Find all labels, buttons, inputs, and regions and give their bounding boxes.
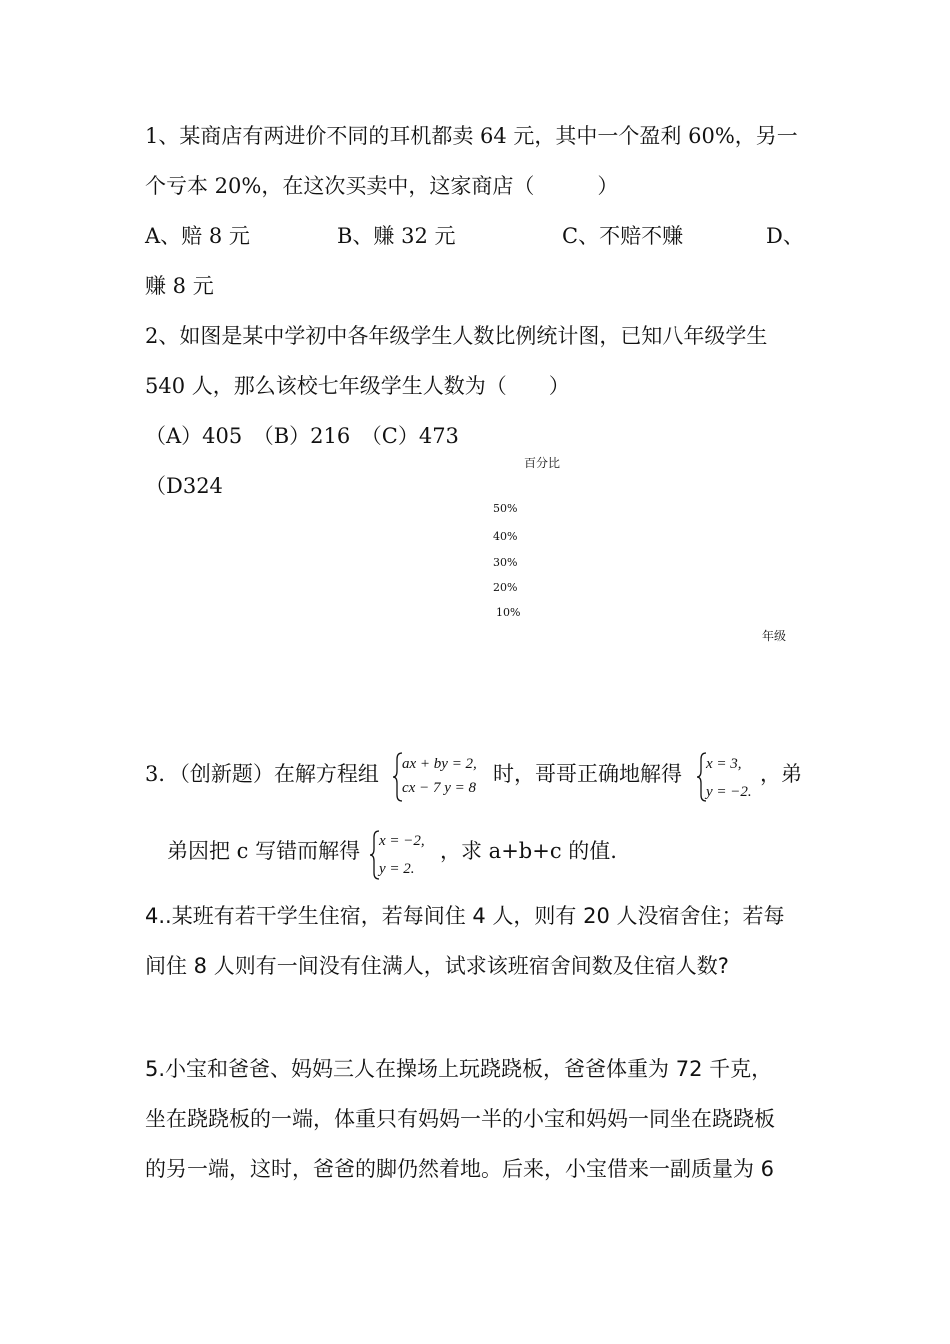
system-1-row-1: ax + by = 2, [402,756,477,772]
q5-line-1: 5.小宝和爸爸、妈妈三人在操场上玩跷跷板，爸爸体重为 72 千克， [145,1057,773,1081]
system-3-row-2: y = 2. [379,861,415,877]
q2-line-1: 2、如图是某中学初中各年级学生人数比例统计图，已知八年级学生 [145,324,768,348]
chart-ylabel: 百分比 [524,456,561,470]
chart-xlabel: 年级 [762,629,787,643]
q3-tail: ，弟 [760,762,802,786]
chart-ytick: 20% [493,581,518,594]
q1-option-d-tail: 赚 8 元 [145,274,214,298]
chart-ytick: 40% [493,530,518,543]
chart-ytick: 30% [493,556,518,569]
q1-option-a: A、赔 8 元 [145,224,250,248]
q2-option-d: （D324 [145,474,223,498]
q3-line-2-prefix: 弟因把 c 写错而解得 [167,839,361,863]
system-2-row-2: y = −2. [706,784,752,800]
system-1-row-2: cx − 7 y = 8 [402,780,476,796]
system-3-row-1: x = −2, [379,833,425,849]
q1-option-b: B、赚 32 元 [337,224,456,248]
q1-option-d-head: D、 [766,224,804,248]
q5-line-3: 的另一端，这时，爸爸的脚仍然着地。后来，小宝借来一副质量为 6 [145,1157,775,1181]
q2-line-2: 540 人，那么该校七年级学生人数为（ ） [145,374,570,398]
q3-line-2-tail: ，求 a+b+c 的值. [440,839,617,863]
chart-ytick: 10% [496,606,521,619]
chart-ytick: 50% [493,502,518,515]
q1-option-c: C、不赔不赚 [562,224,684,248]
q2-options: （A）405 （B）216 （C）473 [145,424,459,448]
q1-line-2: 个亏本 20%，在这次买卖中，这家商店（ ） [145,174,619,198]
q1-line-1: 1、某商店有两进价不同的耳机都卖 64 元，其中一个盈利 60%，另一 [145,124,798,148]
q4-line-2: 间住 8 人则有一间没有住满人，试求该班宿舍间数及住宿人数? [145,954,729,978]
q4-line-1: 4..某班有若干学生住宿，若每间住 4 人，则有 20 人没宿舍住；若每 [145,904,785,928]
q5-line-2: 坐在跷跷板的一端，体重只有妈妈一半的小宝和妈妈一同坐在跷跷板 [145,1107,775,1131]
q3-prefix: 3．（创新题）在解方程组 [145,762,379,786]
q3-mid: 时，哥哥正确地解得 [493,762,682,786]
system-2-row-1: x = 3, [706,756,742,772]
